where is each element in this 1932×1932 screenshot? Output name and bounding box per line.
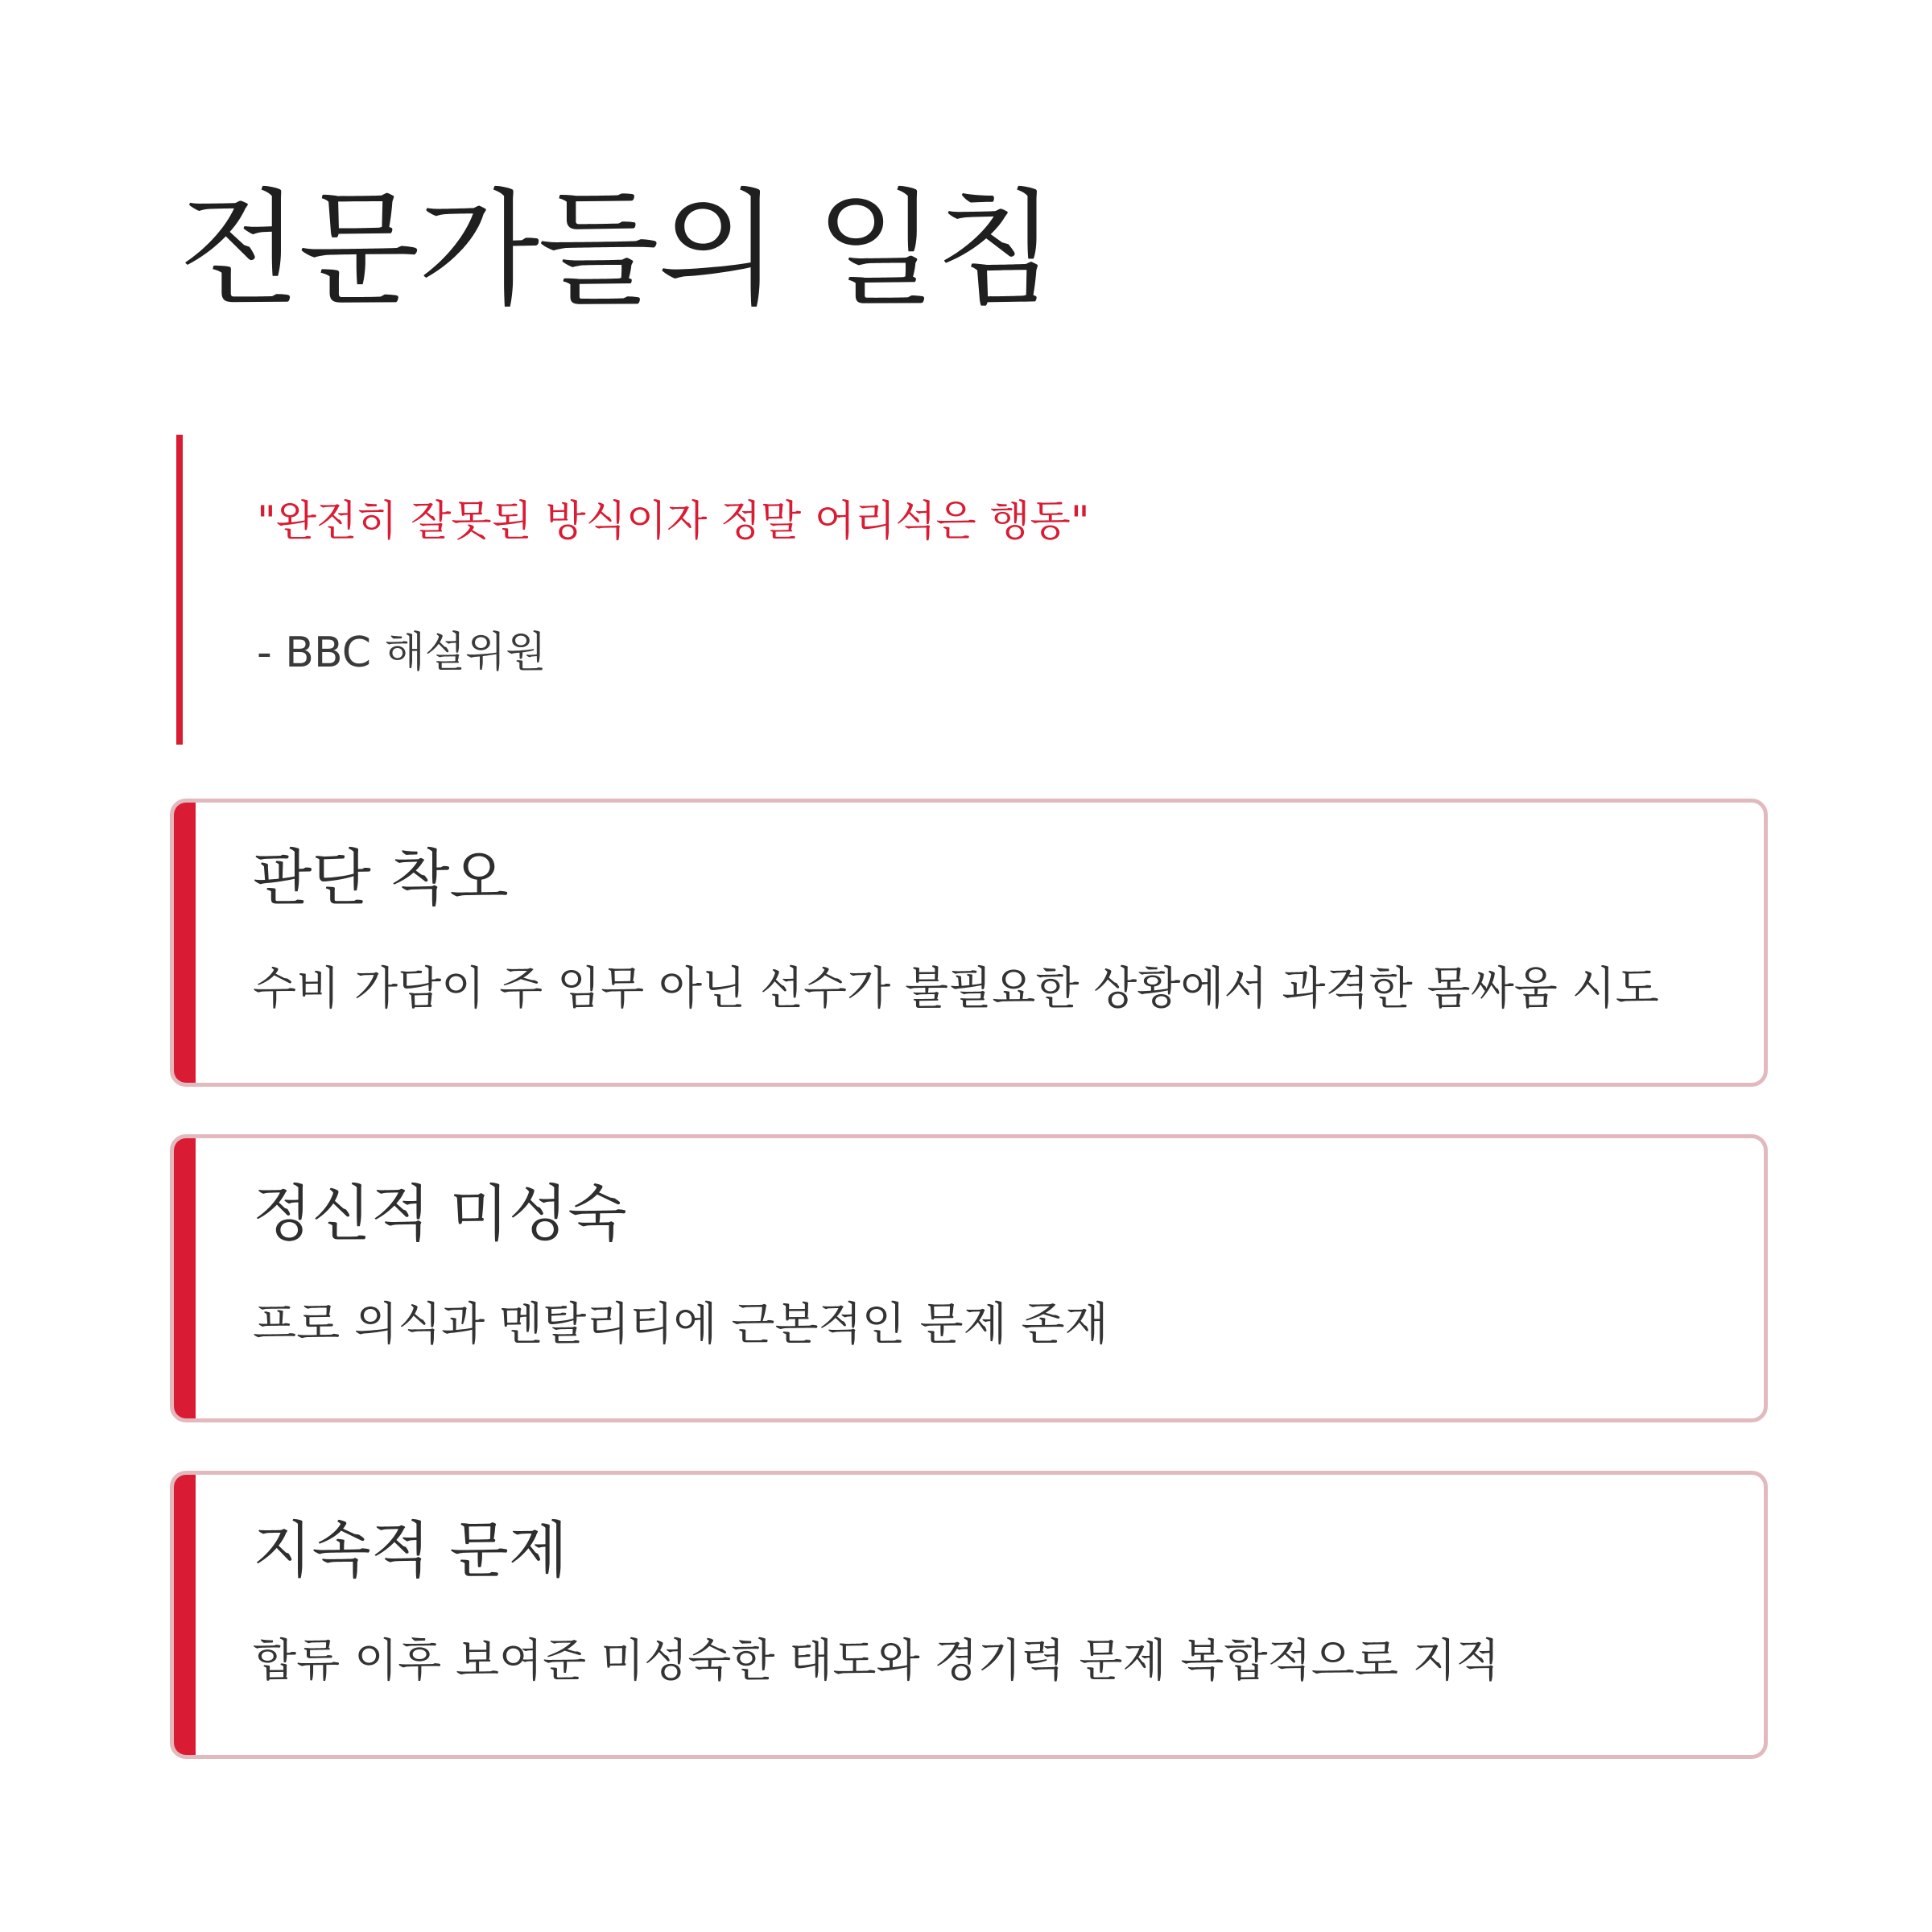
page-title: 전문가들의 일침 bbox=[179, 176, 1055, 323]
quote-text: "완전히 잘못된 방식이자 정말 어리석은 행동" bbox=[257, 497, 1090, 546]
card-judgment-error bbox=[170, 799, 1768, 1087]
card-title: 지속적 문제 bbox=[253, 1514, 568, 1586]
card-ongoing-problem bbox=[170, 1471, 1768, 1759]
card-title: 정신적 미성숙 bbox=[253, 1178, 627, 1249]
card-description: 합류 이후 보여준 미성숙한 태도와 경기력 문제 복합적으로 지적 bbox=[253, 1635, 1500, 1687]
card-description: 프로 의식과 멘탈리티에 근본적인 문제 존재 bbox=[253, 1298, 1108, 1351]
quote-source: - BBC 해설위원 bbox=[257, 629, 547, 677]
card-title: 판단 착오 bbox=[253, 842, 509, 914]
quote-block bbox=[176, 435, 1625, 745]
card-description: 수비 가담이 주 임무 아닌 선수가 불필요한 상황에서 과격한 몸싸움 시도 bbox=[253, 963, 1659, 1015]
card-mental-immaturity bbox=[170, 1134, 1768, 1422]
